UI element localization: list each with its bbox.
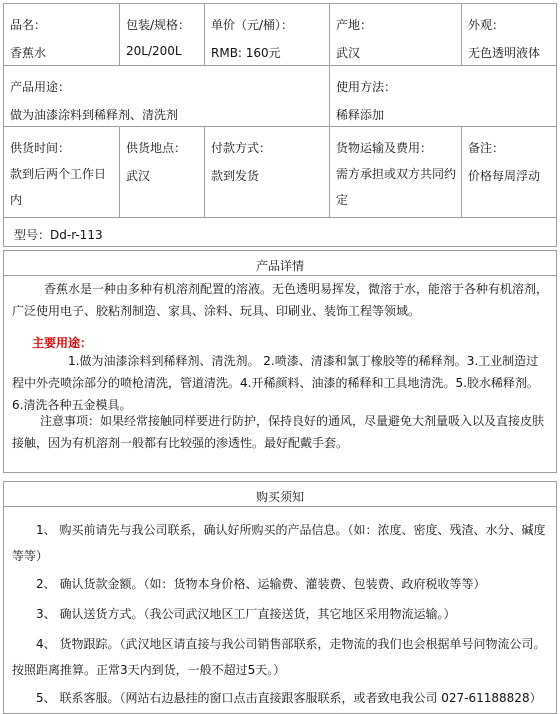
packaging-value: 20L/200L bbox=[126, 44, 182, 58]
cell-payment bbox=[204, 126, 330, 218]
purchase-item-2: 2、 确认货款金额。（如：货物本身价格、运输费、灌装费、包装费、政府税收等等） bbox=[36, 577, 486, 591]
cell-packaging bbox=[119, 3, 205, 66]
purchase-item-3: 3、 确认送货方式。（我公司武汉地区工厂直接送货，其它地区采用物流运输。） bbox=[36, 607, 456, 621]
purchase-title: 购买须知 bbox=[255, 490, 304, 504]
supply-time-label: 供货时间： bbox=[10, 141, 71, 155]
cell-shipping bbox=[329, 126, 462, 218]
cell-product-name bbox=[3, 3, 120, 66]
cell-usage-method bbox=[329, 65, 557, 127]
appearance-value: 无色透明液体 bbox=[468, 46, 541, 60]
cell-supply-place bbox=[119, 126, 205, 218]
product-name-label: 品名： bbox=[10, 18, 47, 32]
purchase-item-1: 1、 购买前请先与我公司联系，确认好所购买的产品信息。（如：浓度、密度、残渣、水分、碱度等等） bbox=[12, 523, 546, 563]
caution-text: 注意事项：如果经常接触同样要进行防护，保持良好的通风，尽量避免大剂量吸入以及直接皮肤接触，因为有机溶剂一般都有比较强的渗透性。最好配戴手套。 bbox=[12, 414, 545, 450]
cell-appearance bbox=[461, 3, 557, 66]
purchase-body bbox=[3, 506, 557, 714]
remark-label: 备注： bbox=[468, 141, 505, 155]
purchase-item-4: 4、 货物跟踪。（武汉地区请直接与我公司销售部联系，走物流的我们也会根据单号问物流公司。按照距离推算。正常3天内到货，一般不超过5天。） bbox=[12, 637, 546, 677]
shipping-value: 需方承担或双方共同约定 bbox=[336, 167, 457, 207]
packaging-label: 包装/规格： bbox=[126, 18, 191, 32]
details-intro: 香蕉水是一种由多种有机溶剂配置的溶液。无色透明易挥发，微溶于水，能溶于各种有机溶剂，广泛使用电子、胶粘剂制造、家具、涂料、玩具、印刷业、装饰工程等领域。 bbox=[12, 282, 549, 318]
model-number: 型号：Dd-r-113 bbox=[14, 228, 103, 242]
purchase-item-5: 5、 联系客服。（网站右边悬挂的窗口点击直接跟客服联系，或者致电我公司 027-61188828） bbox=[36, 691, 542, 705]
cell-origin bbox=[329, 3, 462, 66]
usage-method-value: 稀释添加 bbox=[336, 108, 385, 122]
payment-value: 款到发货 bbox=[211, 169, 260, 183]
shipping-label: 货物运输及费用： bbox=[336, 141, 433, 155]
details-title: 产品详情 bbox=[255, 259, 304, 273]
cell-unit-price bbox=[204, 3, 330, 66]
product-use-value: 做为油漆涂料到稀释剂、清洗剂 bbox=[10, 108, 179, 122]
cell-product-use bbox=[3, 65, 330, 127]
payment-label: 付款方式： bbox=[211, 141, 272, 155]
cell-supply-time bbox=[3, 126, 120, 218]
supply-place-value: 武汉 bbox=[126, 169, 151, 183]
appearance-label: 外观： bbox=[468, 18, 505, 32]
supply-place-label: 供货地点： bbox=[126, 141, 187, 155]
product-name-value: 香蕉水 bbox=[10, 46, 47, 60]
origin-label: 产地： bbox=[336, 18, 373, 32]
cell-remark bbox=[461, 126, 557, 218]
uses-heading: 主要用途： bbox=[32, 336, 93, 350]
origin-value: 武汉 bbox=[336, 46, 361, 60]
details-header bbox=[3, 250, 557, 276]
remark-value: 价格每周浮动 bbox=[468, 169, 541, 183]
details-body bbox=[3, 275, 557, 473]
supply-time-value: 款到后两个工作日内 bbox=[10, 167, 107, 207]
cell-model bbox=[3, 217, 557, 247]
unit-price-label: 单价（元/桶）： bbox=[211, 18, 294, 32]
purchase-header bbox=[3, 481, 557, 507]
product-use-label: 产品用途： bbox=[10, 80, 71, 94]
uses-text: 1.做为油漆涂料到稀释剂、清洗剂。 2.喷漆、清漆和氯丁橡胶等的稀释剂。3.工业制造过程中外壳喷涂部分的喷枪清洗，管道清洗。4.开稀颜料、油漆的稀释和工具地清洗。5.胶水稀释剂。6.清洗各种五金模具。 bbox=[12, 354, 539, 412]
unit-price-value: RMB: 160元 bbox=[211, 46, 281, 60]
usage-method-label: 使用方法： bbox=[336, 80, 397, 94]
